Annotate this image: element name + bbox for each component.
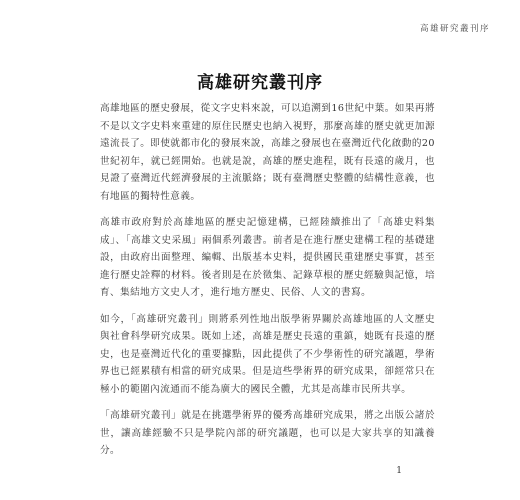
paragraph-3: 如今，「高雄研究叢刊」則將系列性地出版學術界關於高雄地區的人文歷史與社會科學研究成果。既如上述，高雄是歷史長遠的重鎮，她既有長遠的歷史，也是臺灣近代化的重要據點，因此提供了不少學術性的研究議題，學術界也已經累積有相當的研究成果。但是這些學術界的研究成果，卻經常只在極小的範圍內流通而不能為廣大的國民全體，尤其是高雄市民所共享。: [100, 313, 435, 395]
page-number: 1: [396, 466, 402, 476]
paragraph-1: 高雄地區的歷史發展，從文字史料來說，可以追溯到16世紀中葉。如果再將不是以文字史料來重建的原住民歷史也納入視野，那麼高雄的歷史就更加源遠流長了。即使就都市化的發展來說，高雄之發展也在臺灣近代化啟動的20世紀初年，就已經開始。也就是說，高雄的歷史進程，既有長遠的歲月，也見證了臺灣近代經濟發展的主流脈絡；既有臺灣歷史整體的結構性意義，也有地區的獨特性意義。: [100, 103, 435, 202]
page-title: 高雄研究叢刊序: [197, 73, 323, 93]
preface-body: [100, 100, 435, 469]
running-header: 高雄研究叢刊序: [419, 24, 490, 34]
paragraph-2: 高雄市政府對於高雄地區的歷史記憶建構，已經陸續推出了「高雄史料集成」、「高雄文史采風」兩個系列叢書。前者是在進行歷史建構工程的基礎建設，由政府出面整理、編輯、出版基本史料，提供國民重建歷史事實，甚至進行歷史詮釋的材料。後者則是在於徵集、記錄草根的歷史經驗與記憶，培育、集結地方文史人才，進行地方歷史、民俗、人文的書寫。: [100, 217, 435, 298]
paragraph-4: 「高雄研究叢刊」就是在挑選學術界的優秀高雄研究成果，將之出版公諸於世，讓高雄經驗不只是學院內部的研究議題，也可以是大家共享的知識養分。: [100, 410, 435, 456]
